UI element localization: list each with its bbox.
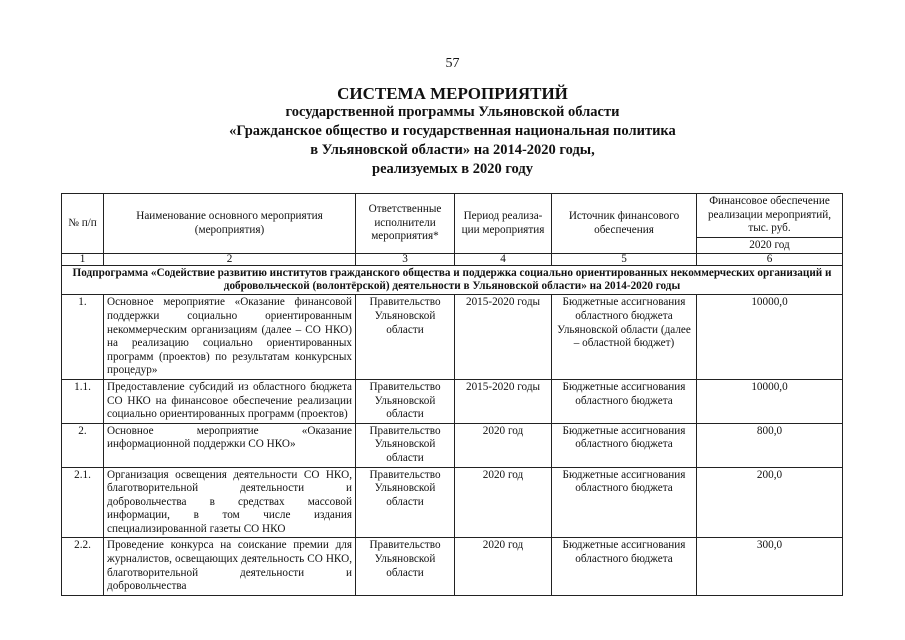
row-period: 2020 год: [455, 467, 552, 538]
subprogram-title: Подпрограмма «Содействие развитию институтов гражданского общества и поддержка социально ориентированных некоммерческих организаций и добровольческой (волонтёрской) деятельности в Ульяновской области» на 2014-2020 годы: [62, 266, 843, 295]
row-responsible: Правительство Ульяновской области: [356, 379, 455, 423]
title-line-5: реализуемых в 2020 году: [372, 161, 533, 177]
table-row: [62, 423, 843, 467]
row-responsible: Правительство Ульяновской области: [356, 467, 455, 538]
subprogram-row: [62, 266, 843, 295]
column-number: 2: [104, 254, 356, 266]
column-number: 6: [697, 254, 843, 266]
row-amount: 300,0: [697, 538, 843, 595]
table-row: [62, 379, 843, 423]
table-header-row: [62, 194, 843, 238]
row-period: 2015-2020 годы: [455, 295, 552, 380]
row-name: Организация освещения деятельности СО НКО, благотворительной деятельности и добровольчества в средствах массовой информации, в том числе издания специализированной газеты СО НКО: [104, 467, 356, 538]
row-amount: 800,0: [697, 423, 843, 467]
row-period: 2015-2020 годы: [455, 379, 552, 423]
header-responsible: Ответственные исполнители мероприятия*: [356, 194, 455, 254]
row-name: Предоставление субсидий из областного бюджета СО НКО на финансовое обеспечение реализации социально ориентированных программ (проектов): [104, 379, 356, 423]
header-source: Источник финансового обеспечения: [552, 194, 697, 254]
row-amount: 200,0: [697, 467, 843, 538]
page-number: 57: [445, 56, 460, 71]
row-period: 2020 год: [455, 423, 552, 467]
row-source: Бюджетные ассигнования областного бюджета: [552, 379, 697, 423]
row-source: Бюджетные ассигнования областного бюджета Ульяновской области (далее – областной бюджет): [552, 295, 697, 380]
column-number-row: [62, 254, 843, 266]
title-line-4: в Ульяновской области» на 2014-2020 годы,: [310, 142, 595, 158]
row-num: 2.1.: [62, 467, 104, 538]
row-num: 1.: [62, 295, 104, 380]
header-year: 2020 год: [697, 237, 843, 254]
row-source: Бюджетные ассигнования областного бюджета: [552, 423, 697, 467]
table-row: [62, 538, 843, 595]
document-title: [0, 84, 905, 179]
row-responsible: Правительство Ульяновской области: [356, 423, 455, 467]
column-number: 1: [62, 254, 104, 266]
table-row: [62, 467, 843, 538]
title-line-1: СИСТЕМА МЕРОПРИЯТИЙ: [337, 84, 568, 103]
column-number: 4: [455, 254, 552, 266]
row-num: 1.1.: [62, 379, 104, 423]
table-row: [62, 295, 843, 380]
header-name: Наименование основного мероприятия (мероприятия): [104, 194, 356, 254]
title-line-3: «Гражданское общество и государственная национальная политика: [229, 123, 676, 139]
row-period: 2020 год: [455, 538, 552, 595]
events-table: [61, 193, 843, 596]
row-responsible: Правительство Ульяновской области: [356, 538, 455, 595]
row-num: 2.: [62, 423, 104, 467]
header-finance: Финансовое обеспечение реализации мероприятий, тыс. руб.: [697, 194, 843, 238]
header-num: № п/п: [62, 194, 104, 254]
row-name: Проведение конкурса на соискание премии для журналистов, освещающих деятельность СО НКО, благотворительной деятельности и добровольчества: [104, 538, 356, 595]
row-amount: 10000,0: [697, 379, 843, 423]
title-line-2: государственной программы Ульяновской области: [285, 104, 620, 120]
row-source: Бюджетные ассигнования областного бюджета: [552, 467, 697, 538]
row-amount: 10000,0: [697, 295, 843, 380]
column-number: 5: [552, 254, 697, 266]
row-name: Основное мероприятие «Оказание информационной поддержки СО НКО»: [104, 423, 356, 467]
column-number: 3: [356, 254, 455, 266]
row-source: Бюджетные ассигнования областного бюджета: [552, 538, 697, 595]
header-period: Период реализа-ции мероприятия: [455, 194, 552, 254]
row-num: 2.2.: [62, 538, 104, 595]
row-responsible: Правительство Ульяновской области: [356, 295, 455, 380]
row-name: Основное мероприятие «Оказание финансовой поддержки социально ориентированным некоммерческим организациям (далее – СО НКО) на реализацию социально ориентированных программ (проектов) по результатам конкурсных процедур»: [104, 295, 356, 380]
